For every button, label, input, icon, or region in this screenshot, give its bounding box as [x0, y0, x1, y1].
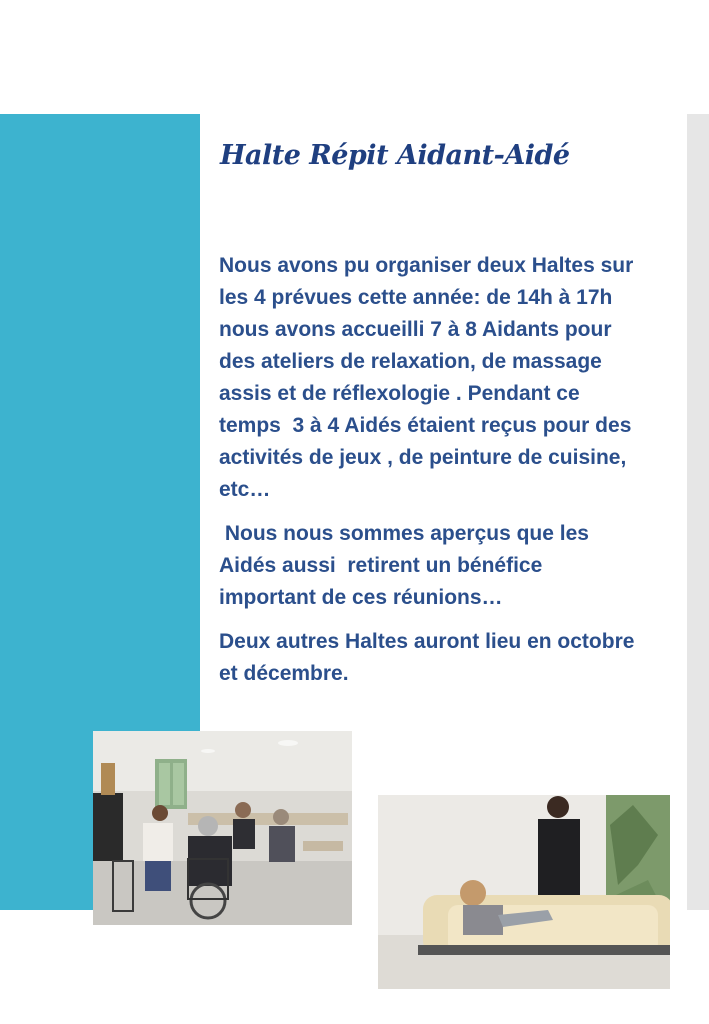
- paragraph-2: Nous nous sommes aperçus que les Aidés aussi retirent un bénéfice important de ces réunions…: [219, 522, 595, 609]
- photo-relaxation-session: [378, 795, 670, 989]
- paragraph-1: Nous avons pu organiser deux Haltes sur les 4 prévues cette année: de 14h à 17h nous avons accueilli 7 à 8 Aidants pour des ateliers de relaxation, de massage assis et de réflexologie . Pendant ce temps 3 à 4 Aidés étaient reçus pour des activités de jeux , de peinture de cuisine, etc…: [219, 254, 640, 501]
- body-text: [219, 250, 639, 702]
- page-title: Halte Répit Aidant-Aidé: [220, 140, 570, 171]
- photo-group-activity: [93, 731, 352, 925]
- paragraph-3: Deux autres Haltes auront lieu en octobre et décembre.: [219, 630, 641, 685]
- grey-side-strip: [687, 114, 709, 910]
